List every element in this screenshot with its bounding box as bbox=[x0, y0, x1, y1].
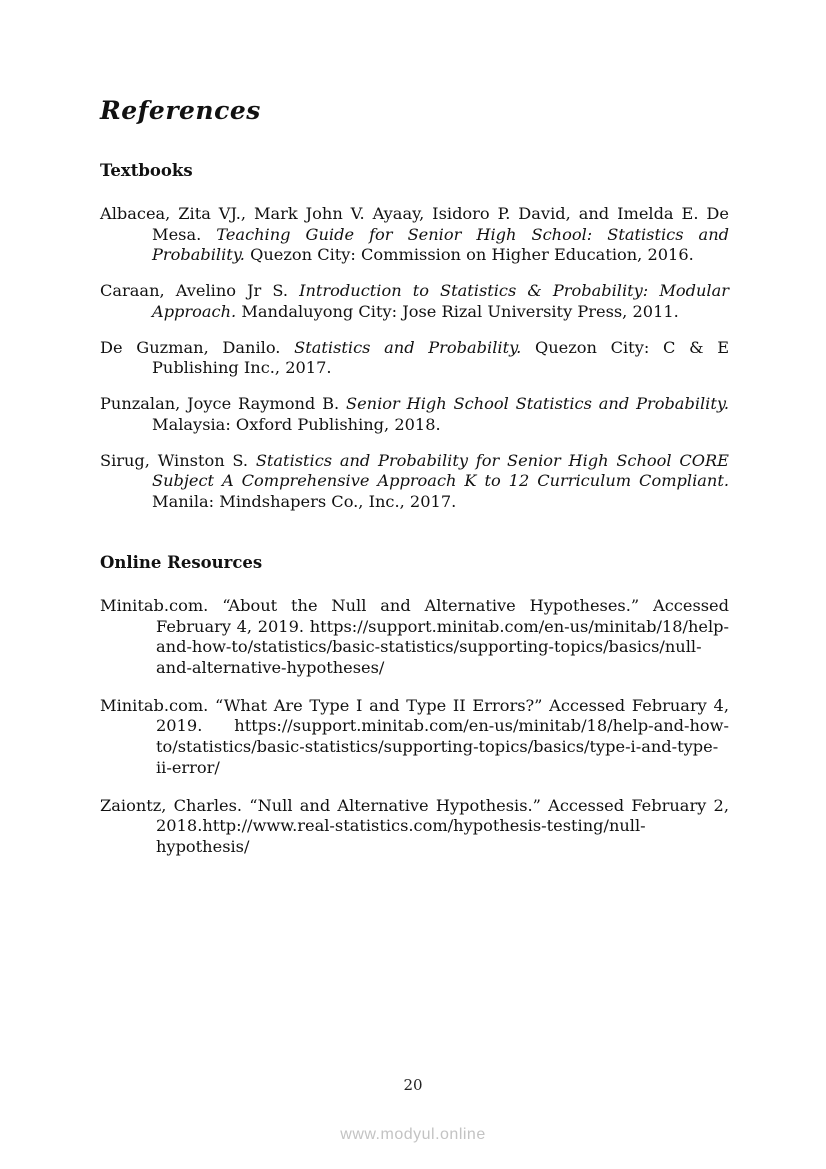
citation-publisher: Manila: Mindshapers Co., Inc., 2017. bbox=[152, 492, 457, 512]
citation-title: Teaching Guide for Senior High School: Statistics and Probability. bbox=[152, 224, 729, 265]
citation-title: Statistics and Probability for Senior High School CORE Subject A Comprehensive Approach K to 12 Curriculum Compliant. bbox=[152, 450, 729, 491]
reference-entry-textbook-1 bbox=[100, 204, 729, 266]
citation-publisher: Quezon City: Commission on Higher Education, 2016. bbox=[244, 245, 694, 265]
reference-entry-textbook-4 bbox=[100, 394, 729, 435]
reference-entry-textbook-5 bbox=[100, 451, 729, 513]
section-heading-textbooks: Textbooks bbox=[100, 161, 193, 180]
reference-entry-textbook-2 bbox=[100, 281, 729, 322]
citation-publisher: Mandaluyong City: Jose Rizal University Press, 2011. bbox=[236, 301, 679, 321]
reference-entry-online-3: Zaiontz, Charles. “Null and Alternative Hypothesis.” Accessed February 2, 2018.http://www.real-statistics.com/hypothesis-testing/null-hypothesis/ bbox=[100, 795, 729, 857]
citation-authors: Caraan, Avelino Jr S. bbox=[100, 281, 300, 301]
citation-authors: Sirug, Winston S. bbox=[100, 450, 256, 470]
citation-authors: De Guzman, Danilo. bbox=[100, 337, 295, 357]
page-title: References bbox=[100, 96, 261, 125]
citation-title: Senior High School Statistics and Probability. bbox=[346, 394, 729, 414]
page-number: 20 bbox=[403, 1076, 423, 1094]
watermark: www.modyul.online bbox=[340, 1126, 486, 1143]
reference-entry-online-1: Minitab.com. “About the Null and Alternative Hypotheses.” Accessed February 4, 2019. https://support.minitab.com/en-us/minitab/18/help-and-how-to/statistics/basic-statistics/supporting-topics/basics/null-and-alternative-hypotheses/ bbox=[100, 595, 729, 678]
citation-publisher: Quezon City: C & E Publishing Inc., 2017. bbox=[152, 337, 730, 378]
citation-title: Statistics and Probability. bbox=[294, 337, 522, 357]
reference-entry-online-2: Minitab.com. “What Are Type I and Type II Errors?” Accessed February 4, 2019. https://support.minitab.com/en-us/minitab/18/help-and-how-to/statistics/basic-statistics/supporting-topics/basics/type-i-and-type-ii-error/ bbox=[100, 695, 729, 777]
section-heading-online-resources: Online Resources bbox=[100, 552, 263, 572]
citation-publisher: Malaysia: Oxford Publishing, 2018. bbox=[152, 414, 441, 434]
citation-authors: Albacea, Zita VJ., Mark John V. Ayaay, Isidoro P. David, and Imelda E. De Mesa. bbox=[100, 204, 729, 244]
citation-authors: Punzalan, Joyce Raymond B. bbox=[100, 394, 347, 414]
citation-title: Introduction to Statistics & Probability: Modular Approach. bbox=[152, 281, 729, 321]
reference-entry-textbook-3 bbox=[100, 338, 729, 379]
